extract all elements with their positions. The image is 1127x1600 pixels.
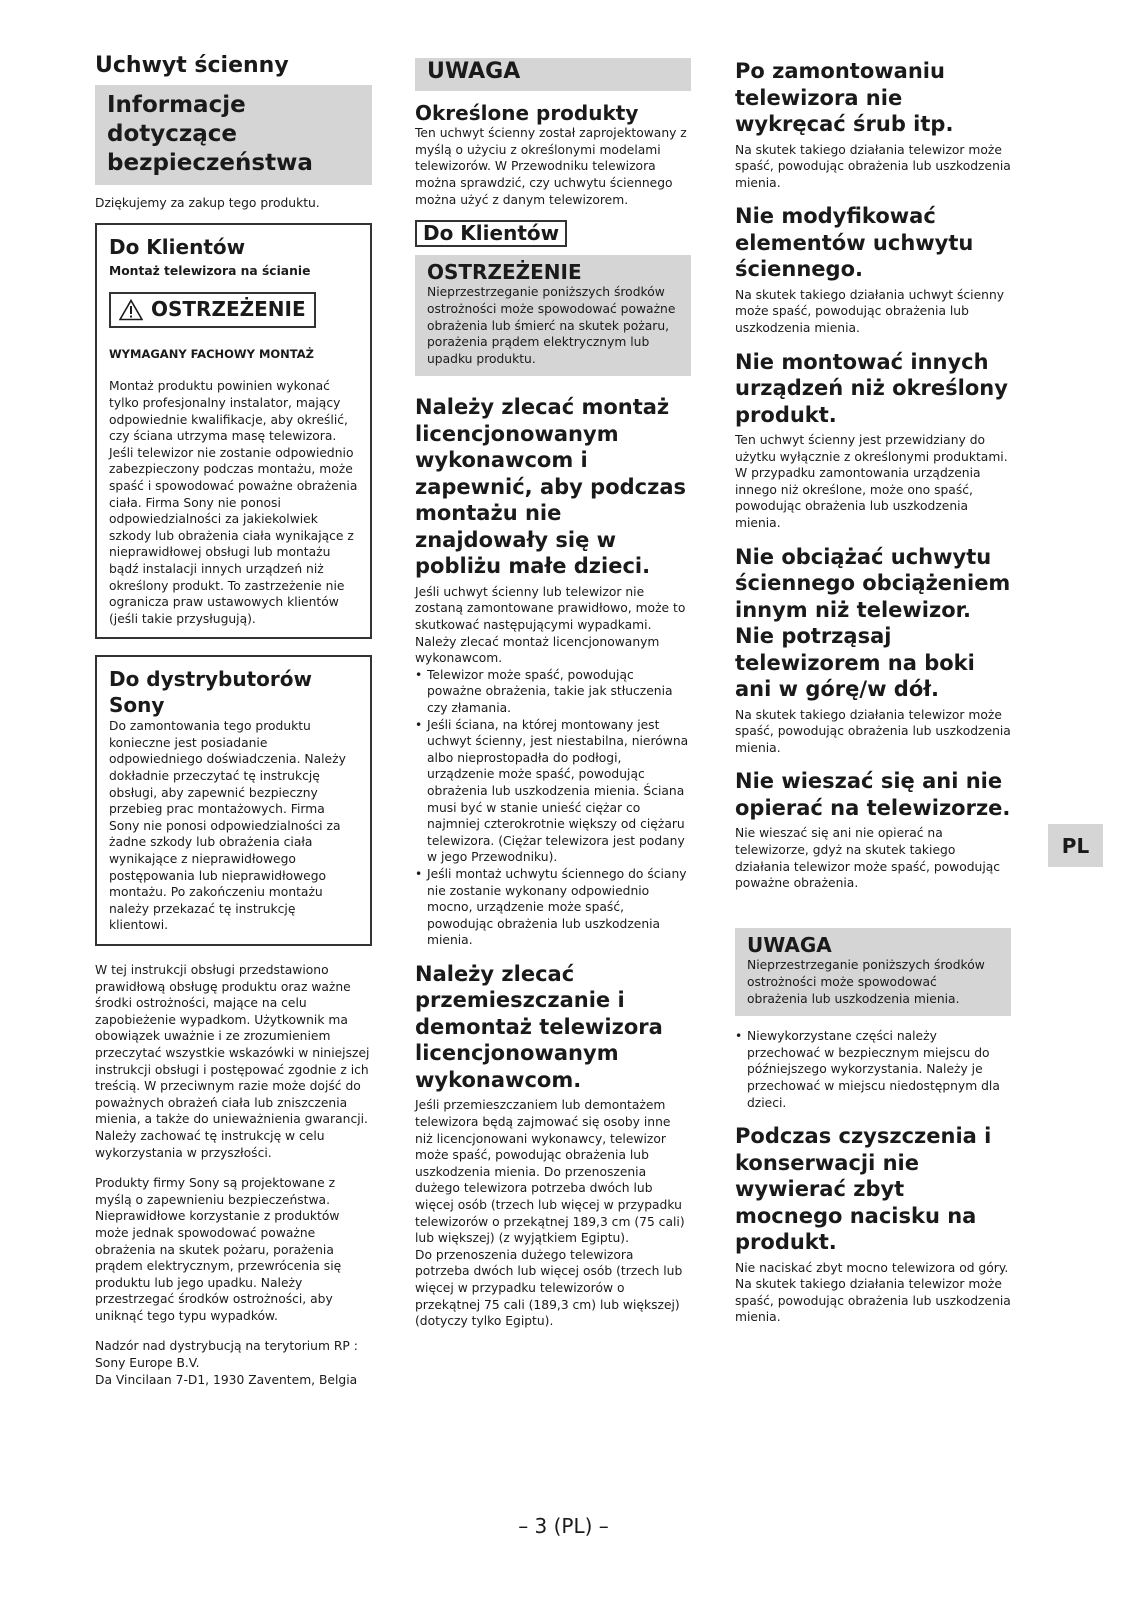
section-title: Po zamontowaniu telewizora nie wykręcać śrub itp. <box>735 59 954 136</box>
section-title: Podczas czyszczenia i konserwacji nie wywierać zbyt mocnego nacisku na produkt. <box>735 1124 992 1255</box>
section-title: Nie modyfikować elementów uchwytu ściennego. <box>735 204 974 282</box>
distribution-line-1: Nadzór nad dystrybucją na terytorium RP : <box>95 1339 358 1354</box>
section-title: Nie wieszać się ani nie opierać na telewizorze. <box>735 769 1011 820</box>
section-no-unscrew <box>735 58 1011 191</box>
list-item: • Jeśli ściana, na której montowany jest uchwyt ścienny, jest niestabilna, nierówna albo nieprostopadła do podłogi, urządzenie może spaść, powodując obrażenia lub uszkodzenia mienia. Ściana musi być w stanie unieść ciężar co najmniej czterokrotnie większy od ciężaru telewizora. (Ciężar telewizora jest podany w jego Przewodniku). <box>415 717 691 866</box>
warning-box-text: Nieprzestrzeganie poniższych środków ostrożności może spowodować poważne obrażenia lub śmierć na skutek pożaru, porażenia prądem elektrycznym lub upadku produktu. <box>427 285 676 366</box>
section-title: Należy zlecać montaż licencjonowanym wykonawcom i zapewnić, aby podczas montażu nie znajdowały się w pobliżu małe dzieci. <box>415 395 686 579</box>
dealers-box-text: Do zamontowania tego produktu konieczne jest posiadanie odpowiedniego doświadczenia. Należy dokładnie przeczytać tę instrukcję obsługi, aby zapewnić bezpieczny przebieg prac montażowych. Firma Sony nie ponosi odpowiedzialności za żadne szkody lub obrażenia ciała wynikające z nieprawidłowego postępowania lub nieprawidłowego montażu. Po zakończeniu montażu należy przekazać tę instrukcję klientowi. <box>109 719 346 933</box>
section-no-hanging <box>735 768 1011 891</box>
specified-products-text: Ten uchwyt ścienny został zaprojektowany z myślą o użyciu z określonymi modelami telewizorów. W Przewodniku telewizora można sprawdzić, czy uchwytu ściennego można użyć z danym telewizorem. <box>415 126 687 207</box>
safety-design-paragraph: Produkty firmy Sony są projektowane z myślą o zapewnieniu bezpieczeństwa. Nieprawidłowe korzystanie z produktów może jednak spowodować poważne obrażenia na skutek pożaru, porażenia prądem elektrycznym, przewrócenia się produktu lub jego upadku. Należy przestrzegać środków ostrożności, aby uniknąć tego typu wypadków. <box>95 1176 342 1323</box>
customers-box-text: Montaż produktu powinien wykonać tylko profesjonalny instalator, mający odpowiednie kwalifikacje, aby określić, czy ściana utrzyma masę telewizora. Jeśli telewizor nie zostanie odpowiednio zabezpieczony podczas montażu, może spaść i spowodować poważne obrażenia ciała. Firma Sony nie ponosi odpowiedzialności za jakiekolwiek szkody lub obrażenia ciała wynikające z nieprawidłowej obsługi lub montażu bądź instalacji innych urządzeń niż określony produkt. To zastrzeżenie nie ogranicza praw ustawowych klientów (jeśli takie przysługują). <box>109 379 358 626</box>
list-item: • Niewykorzystane części należy przechować w bezpiecznym miejscu do późniejszego wykorzystania. Należy je przechować w miejscu niedostępnym dla dzieci. <box>735 1028 1011 1111</box>
warning-triangle-icon <box>119 299 143 321</box>
instructions-paragraph: W tej instrukcji obsługi przedstawiono prawidłową obsługę produktu oraz ważne środki ostrożności, mające na celu zapobieżenie wypadkom. Użytkownik ma obowiązek uważnie i ze zrozumieniem przeczytać wszystkie wskazówki w niniejszej instrukcji obsługi i postępować zgodnie z ich treścią. W przeciwnym razie może dojść do poważnych obrażeń ciała lub zniszczenia mienia, a także do unieważnienia gwarancji. Należy zachować tę instrukcję w celu wykorzystania w przyszłości. <box>95 963 370 1160</box>
customers-label: Do Klientów <box>415 220 567 247</box>
customers-box <box>95 223 372 639</box>
section-text: Na skutek takiego działania telewizor może spaść, powodując obrażenia lub uszkodzenia mienia. <box>735 142 1011 190</box>
section-no-other-devices <box>735 349 1011 532</box>
list-item: • Telewizor może spaść, powodując poważne obrażenia, takie jak stłuczenia czy złamania. <box>415 667 691 717</box>
customers-box-subtitle: Montaż telewizora na ścianie <box>109 264 311 279</box>
caution-box-title: UWAGA <box>747 932 832 957</box>
warning-box <box>415 255 691 377</box>
dealers-box-title: Do dystrybutorów Sony <box>109 667 312 718</box>
page-title: Uchwyt ścienny <box>95 53 289 78</box>
customers-box-title: Do Klientów <box>109 235 246 260</box>
caution-header-title: UWAGA <box>427 59 521 84</box>
thanks-text: Dziękujemy za zakup tego produktu. <box>95 195 320 210</box>
section-text: Jeśli uchwyt ścienny lub telewizor nie zostaną zamontowane prawidłowo, może to skutkować następującymi wypadkami. Należy zlecać montaż licencjonowanym wykonawcom. <box>415 584 686 666</box>
section-no-modify <box>735 203 1011 336</box>
section-title: Nie obciążać uchwytu ściennego obciążeniem innym niż telewizor. Nie potrząsaj telewizorem na boki ani w górę/w dół. <box>735 544 1011 702</box>
specified-products-title: Określone produkty <box>415 100 639 125</box>
warning-label-text: OSTRZEŻENIE <box>151 297 306 322</box>
language-tab: PL <box>1048 824 1103 867</box>
column-2 <box>415 58 691 1342</box>
section-text: Jeśli przemieszczaniem lub demontażem telewizora będą zajmować się osoby inne niż licencjonowani wykonawcy, telewizor może spaść, powodując obrażenia lub uszkodzenia mienia. Do przenoszenia dużego telewizora potrzeba dwóch lub więcej osób (trzech lub więcej w przypadku telewizorów o przekątnej 189,3 cm (75 cali) lub większej) (z wyjątkiem Egiptu). <box>415 1098 685 1246</box>
caution-box <box>735 928 1011 1016</box>
section-licensed-installation <box>415 394 691 949</box>
section-no-load <box>735 544 1011 757</box>
safety-header <box>95 85 372 185</box>
bullet-list <box>735 1028 1011 1111</box>
section-moving-removal <box>415 961 691 1330</box>
section-text: Nie naciskać zbyt mocno telewizora od góry. Na skutek takiego działania telewizor może spaść, powodując obrażenia lub uszkodzenia mienia. <box>735 1260 1011 1325</box>
warning-label <box>109 292 316 328</box>
warning-box-title: OSTRZEŻENIE <box>427 259 582 284</box>
column-3 <box>735 58 1011 1338</box>
safety-header-title: Informacje dotyczące bezpieczeństwa <box>107 91 313 176</box>
required-installation-heading: WYMAGANY FACHOWY MONTAŻ <box>109 346 314 361</box>
page-number: – 3 (PL) – <box>518 1514 609 1538</box>
column-1 <box>95 53 372 1388</box>
bullet-list <box>415 667 691 949</box>
dealers-box <box>95 655 372 946</box>
section-text: Na skutek takiego działania uchwyt ścienny może spaść, powodując obrażenia lub uszkodzenia mienia. <box>735 287 1005 335</box>
section-text: Nie wieszać się ani nie opierać na telewizorze, gdyż na skutek takiego działania telewizor może spaść, powodując poważne obrażenia. <box>735 826 1001 891</box>
section-text: Na skutek takiego działania telewizor może spaść, powodując obrażenia lub uszkodzenia mienia. <box>735 707 1011 755</box>
section-title: Należy zlecać przemieszczanie i demontaż telewizora licencjonowanym wykonawcom. <box>415 961 663 1092</box>
section-title: Nie montować innych urządzeń niż określony produkt. <box>735 349 1008 427</box>
section-cleaning <box>735 1123 1011 1326</box>
list-item: • Jeśli montaż uchwytu ściennego do ściany nie zostanie wykonany odpowiednio mocno, urządzenie może spaść, powodując obrażenia lub uszkodzenia mienia. <box>415 866 691 949</box>
section-text: Do przenoszenia dużego telewizora potrzeba dwóch lub więcej osób (trzech lub więcej w przypadku telewizorów o przekątnej 75 cali (189,3 cm) lub większej) (dotyczy tylko Egiptu). <box>415 1247 683 1329</box>
section-text: Ten uchwyt ścienny jest przewidziany do użytku wyłącznie z określonymi produktami. W przypadku zamontowania urządzenia innego niż określone, może ono spaść, powodując obrażenia lub uszkodzenia mienia. <box>735 433 1008 531</box>
caution-header <box>415 58 691 91</box>
caution-box-text: Nieprzestrzeganie poniższych środków ostrożności może spowodować obrażenia lub uszkodzenia mienia. <box>747 958 985 1006</box>
distribution-line-2: Sony Europe B.V. <box>95 1356 200 1371</box>
distribution-line-3: Da Vincilaan 7-D1, 1930 Zaventem, Belgia <box>95 1372 358 1387</box>
